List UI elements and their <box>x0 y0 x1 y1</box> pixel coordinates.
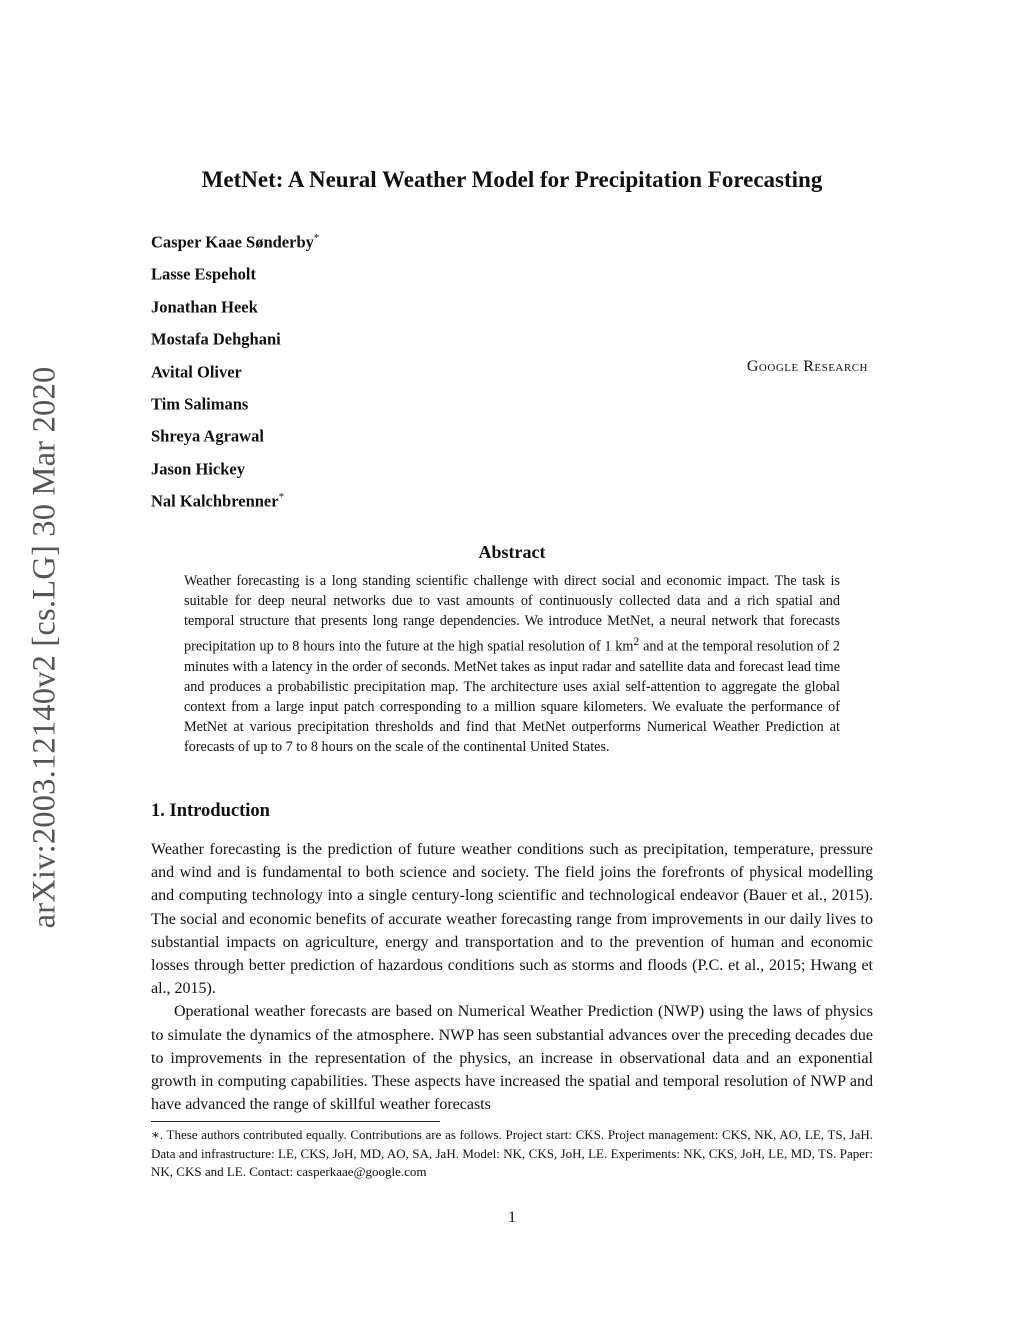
abstract-text: Weather forecasting is a long standing scientific challenge with direct social and economic impact. The task is suitable for deep neural networks due to vast amounts of continuously collected data and a rich spatial and temporal structure that presents long range dependencies. We introduce MetNet, a neural network that forecasts precipitation up to 8 hours into the future at the high spatial resolution of 1 $km^2$ and at the temporal resolution of 2 minutes with a latency in the order of seconds. MetNet takes as input radar and satellite data and forecast lead time and produces a probabilistic precipitation map. The architecture uses axial self-attention to aggregate the global context from a large input patch corresponding to a million square kilometers. We evaluate the performance of MetNet at various precipitation thresholds and find that MetNet outperforms Numerical Weather Prediction at forecasts of up to 7 to 8 hours on the scale of the continental United States. <box>184 573 841 756</box>
author-name: Lasse Espeholt <box>151 264 256 284</box>
footnote-rule <box>151 1121 440 1122</box>
author-name: Avital Oliver <box>151 362 242 382</box>
body-paragraph: Operational weather forecasts are based on Numerical Weather Prediction (NWP) using the laws of physics to simulate the dynamics of the atmosphere. NWP has seen substantial advances over the preceding decades due to improvements in the representation of the physics, an increase in observational data and an exponential growth in computing capabilities. These aspects have increased the spatial and temporal resolution of NWP and have advanced the range of skillful weather forecasts <box>151 1003 873 1114</box>
footnote-text: ∗. These authors contributed equally. Contributions are as follows. Project start: CKS. Project management: CKS, NK, AO, LE, TS, JaH. Data and infrastructure: LE, CKS, JoH, MD, AO, SA, JaH. Model: NK, CKS, JoH, LE. Experiments: NK, CKS, JoH, LE, MD, TS. Paper: NK, CKS and LE. Contact: casperkaae@google.com <box>151 1127 873 1180</box>
author-name: Casper Kaae Sønderby* <box>151 232 320 252</box>
arxiv-sidebar <box>21 350 69 945</box>
section-heading: 1. Introduction <box>151 801 270 821</box>
section-body <box>151 838 873 1116</box>
affiliation: Google Research <box>746 358 868 375</box>
body-paragraph: Weather forecasting is the prediction of future weather conditions such as precipitation, temperature, pressure and wind and is fundamental to both science and society. The field joins the forefronts of physical modelling and computing technology into a single century-long scientific and technological endeavor (Bauer et al., 2015). The social and economic benefits of accurate weather forecasting range from improvements in our daily lives to substantial impacts on agriculture, energy and transportation and to the prevention of human and economic losses through better prediction of hazardous conditions such as storms and floods (P.C. et al., 2015; Hwang et al., 2015). <box>151 841 873 998</box>
abstract-heading: Abstract <box>478 542 546 562</box>
author-name: Jason Hickey <box>151 459 245 479</box>
author-name: Tim Salimans <box>151 394 249 414</box>
author-name: Jonathan Heek <box>151 297 258 317</box>
author-name: Nal Kalchbrenner* <box>151 491 285 511</box>
page-number: 1 <box>508 1209 516 1226</box>
paper-title: MetNet: A Neural Weather Model for Precipitation Forecasting <box>201 167 823 192</box>
author-name: Shreya Agrawal <box>151 426 264 446</box>
author-list <box>151 227 319 519</box>
arxiv-identifier: arXiv:2003.12140v2 [cs.LG] 30 Mar 2020 <box>26 366 63 929</box>
author-name: Mostafa Dehghani <box>151 329 281 349</box>
